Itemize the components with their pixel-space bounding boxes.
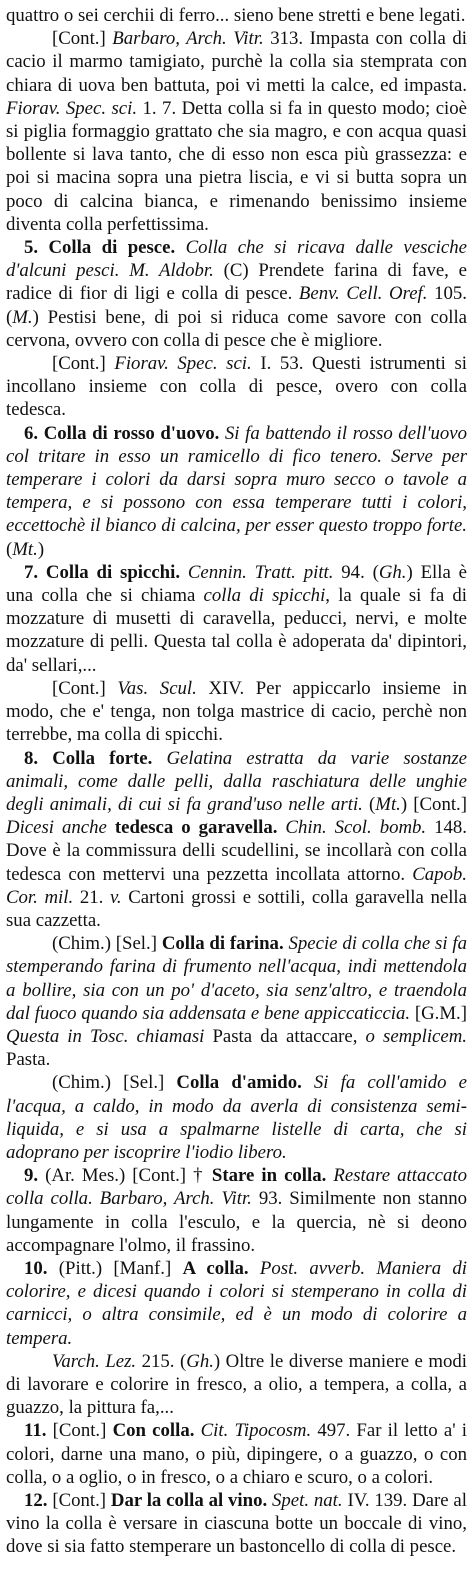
italic-run: Vas. Scul. bbox=[117, 677, 197, 699]
text-run: 105. ( bbox=[6, 283, 467, 328]
entry-paragraph bbox=[6, 677, 467, 747]
text-run: [Cont.] bbox=[46, 1420, 113, 1442]
text-run: (Ar. Mes.) [Cont.] † bbox=[38, 1165, 212, 1187]
italic-run: M. bbox=[12, 306, 33, 328]
italic-run: Varch. Lez. bbox=[52, 1350, 137, 1372]
text-run: ( bbox=[6, 538, 13, 560]
entry-paragraph bbox=[6, 4, 467, 27]
entry-paragraph bbox=[6, 352, 467, 422]
headword: Colla d'amido. bbox=[176, 1072, 302, 1094]
italic-run: Cit. Tipocosm. bbox=[194, 1420, 312, 1442]
italic-run: Mt. bbox=[12, 538, 38, 560]
italic-run: Si fa coll'amido e l'acqua, a caldo, in modo da averla di consistenza semi-liquida, e si usa a spalmarne listelle di carta, che si adoprano per iscoprire l'iodio libero. bbox=[6, 1072, 467, 1163]
entry-paragraph bbox=[6, 27, 467, 236]
headword: 11. bbox=[24, 1420, 47, 1442]
italic-run: Gh. bbox=[378, 561, 407, 583]
text-run: [Cont.] bbox=[52, 28, 113, 50]
entry-paragraph bbox=[6, 932, 467, 1071]
text-run: ) Oltre le diverse maniere e modi di lavorare e colorire in fresco, a olio, a tempera, a colla, a guazzo, la pittura fa,... bbox=[6, 1350, 467, 1419]
text-run: Pasta. bbox=[6, 1049, 51, 1071]
text-run: (C) Prendete farina di fave, e radice di fior di ligi e colla di pesce. bbox=[6, 260, 467, 305]
text-run: [G.M.] bbox=[410, 1002, 468, 1024]
text-run: 215. ( bbox=[136, 1350, 187, 1372]
italic-run: Restare attaccato colla colla. Barbaro, Arch. Vitr. bbox=[6, 1165, 467, 1210]
headword: Colla di farina. bbox=[161, 933, 284, 955]
text-run: ( bbox=[362, 793, 376, 815]
text-run: 94. ( bbox=[333, 561, 379, 583]
italic-run: Barbaro, Arch. Vitr. bbox=[112, 28, 264, 50]
headword: 12. bbox=[24, 1490, 48, 1511]
italic-run: Cennin. Tratt. pitt. bbox=[180, 561, 334, 583]
headword: A colla. bbox=[182, 1257, 249, 1279]
entry-paragraph bbox=[6, 1164, 467, 1257]
entry-paragraph bbox=[6, 1489, 467, 1559]
italic-run: Fiorav. Spec. sci. bbox=[114, 353, 252, 375]
italic-run: Post. avverb. Maniera di colorire, e dicesi quando i colori si stemperano in colla di carnicci, o altra consimile, ed è un modo di colorire a tempera. bbox=[6, 1257, 467, 1349]
text-run: ) [Cont.] bbox=[400, 793, 467, 815]
text-run: quattro o sei cerchii di ferro... sieno bene stretti e bene legati. bbox=[6, 5, 466, 26]
italic-run: v. bbox=[109, 886, 122, 908]
headword: 9. bbox=[24, 1165, 39, 1187]
italic-run: Chin. Scol. bomb. bbox=[277, 817, 427, 839]
text-run: (Chim.) [Sel.] bbox=[52, 933, 162, 955]
text-run: XIV. Per appiccarlo insieme in modo, che e' tenga, non tolga mastrice di cacio, perchè non terrebbe, ma colla di spicchi. bbox=[6, 677, 467, 746]
italic-run: o semplicem. bbox=[365, 1025, 467, 1047]
italic-run: Spet. nat. bbox=[267, 1490, 343, 1511]
italic-run: Capob. Cor. mil. bbox=[6, 863, 467, 908]
italic-run: Questa in Tosc. chiamasi bbox=[6, 1025, 205, 1047]
italic-run: colla di spicchi bbox=[203, 585, 326, 607]
entry-paragraph bbox=[6, 1071, 467, 1164]
text-run: 148. Dove è la commissura delli scudellini, se incollarà con colla tedesca con mettervi una pezzetta incollata attorno. bbox=[6, 817, 467, 885]
entry-paragraph bbox=[6, 1350, 467, 1420]
italic-run: Gh. bbox=[186, 1350, 214, 1372]
text-run: ) bbox=[37, 538, 45, 560]
italic-run: Mt. bbox=[375, 793, 401, 815]
text-run: IV. 139. Dare al vino la colla è versare in ciascuna botte un boccale di vino, dove si sia fatto stemperare un bastoncello di colla di pesce. bbox=[6, 1490, 467, 1558]
text-run: ) Pestisi bene, di poi si riduca come savore con colla cervona, ovvero con colla di pesce che è migliore. bbox=[6, 306, 467, 351]
text-run: Pasta da attaccare, bbox=[204, 1025, 366, 1047]
text-run: 497. Far il letto a' i colori, darne una mano, o più, dipingere, o a guazzo, o con colla, o a oglio, o in fresco, o a chiaro e scuro, o a colori. bbox=[6, 1420, 467, 1488]
headword: 10. bbox=[24, 1257, 48, 1279]
text-run: [Cont.] bbox=[47, 1490, 111, 1511]
entry-paragraph bbox=[6, 422, 467, 561]
text-run: (Pitt.) [Manf.] bbox=[47, 1257, 183, 1279]
text-run: I. 53. Questi istrumenti si incollano insieme con colla di pesce, overo con colla tedesca. bbox=[6, 353, 467, 421]
entry-paragraph bbox=[6, 1257, 467, 1350]
headword: tedesca o garavella. bbox=[106, 817, 278, 839]
italic-run: Benv. Cell. Oref. bbox=[298, 283, 428, 305]
headword: Con colla. bbox=[112, 1420, 195, 1442]
headword: 7. Colla di spicchi. bbox=[24, 561, 181, 583]
entry-paragraph bbox=[6, 747, 467, 933]
italic-run: Fiorav. Spec. sci. bbox=[6, 97, 138, 119]
italic-run: Colla che si ricava dalle vesciche d'alcuni pesci. M. Aldobr. bbox=[6, 237, 467, 282]
italic-run: Gelatina estratta da varie sostanze animali, come dalle pelli, dalla raschiatura delle unghie degli animali, di cui si fa grand'uso nelle arti. bbox=[6, 747, 467, 815]
headword: 8. Colla forte. bbox=[24, 747, 153, 769]
entry-paragraph bbox=[6, 561, 467, 677]
entry-paragraph bbox=[6, 236, 467, 352]
headword: Stare in colla. bbox=[211, 1165, 327, 1187]
text-run: 1. 7. Detta colla si fa in questo modo; cioè si piglia formaggio grattato che sia magro, e con acqua quasi bollente si lava tanto, che di esso non esca più grassezza: e poi si macina sopra una pietra liscia, e vi si butta sopra un poco di calcina bianca, e rimenando benissimo insieme diventa colla perfettissima. bbox=[6, 97, 467, 235]
text-run: [Cont.] bbox=[52, 353, 115, 375]
text-run: ) Ella è una colla che si chiama bbox=[6, 561, 467, 607]
text-run: 313. Impasta con colla di cacio il marmo tamigiato, purchè la colla sia stemprata con chiara di uova ben battuta, poi vi metti la calce, ed impasta. bbox=[6, 28, 467, 96]
text-run: 93. Similmente non stanno lungamente in colla l'esculo, e la quercia, nè si deono accompagnare l'olmo, il frassino. bbox=[6, 1188, 467, 1256]
text-run: [Cont.] bbox=[52, 677, 118, 699]
headword: 5. Colla di pesce. bbox=[24, 237, 176, 259]
text-run: (Chim.) [Sel.] bbox=[52, 1072, 177, 1094]
italic-run: Dicesi anche bbox=[6, 817, 107, 839]
text-run: Cartoni grossi e sottili, colla garavella nella sua cazzetta. bbox=[6, 886, 467, 931]
italic-run: Si fa battendo il rosso dell'uovo col tritare in esso un ramicello di fico tenero. Serve per temperare i colori da darsi sopra muro secco o tavole a tempera, e si possono con essa temperare tutti i colori, eccettochè il bianco di calcina, per esser questo troppo forte. bbox=[6, 422, 467, 537]
text-run: , la quale si fa di mozzature di musetti di caravella, peducci, nervi, e molte mozzature di pelli. Questa tal colla è adoperata da' dipintori, da' sellari,... bbox=[6, 585, 467, 676]
entry-paragraph bbox=[6, 1419, 467, 1489]
headword: Dar la colla al vino. bbox=[110, 1490, 268, 1511]
italic-run: Specie di colla che si fa stemperando farina di frumento nell'acqua, indi mettendola a bollire, sia con un po' d'aceto, sia senz'altro, e traendola dal fuoco quando sia addensata e bene appiccaticcia. bbox=[6, 933, 467, 1024]
text-run: 21. bbox=[73, 886, 110, 908]
headword: 6. Colla di rosso d'uovo. bbox=[24, 422, 220, 444]
